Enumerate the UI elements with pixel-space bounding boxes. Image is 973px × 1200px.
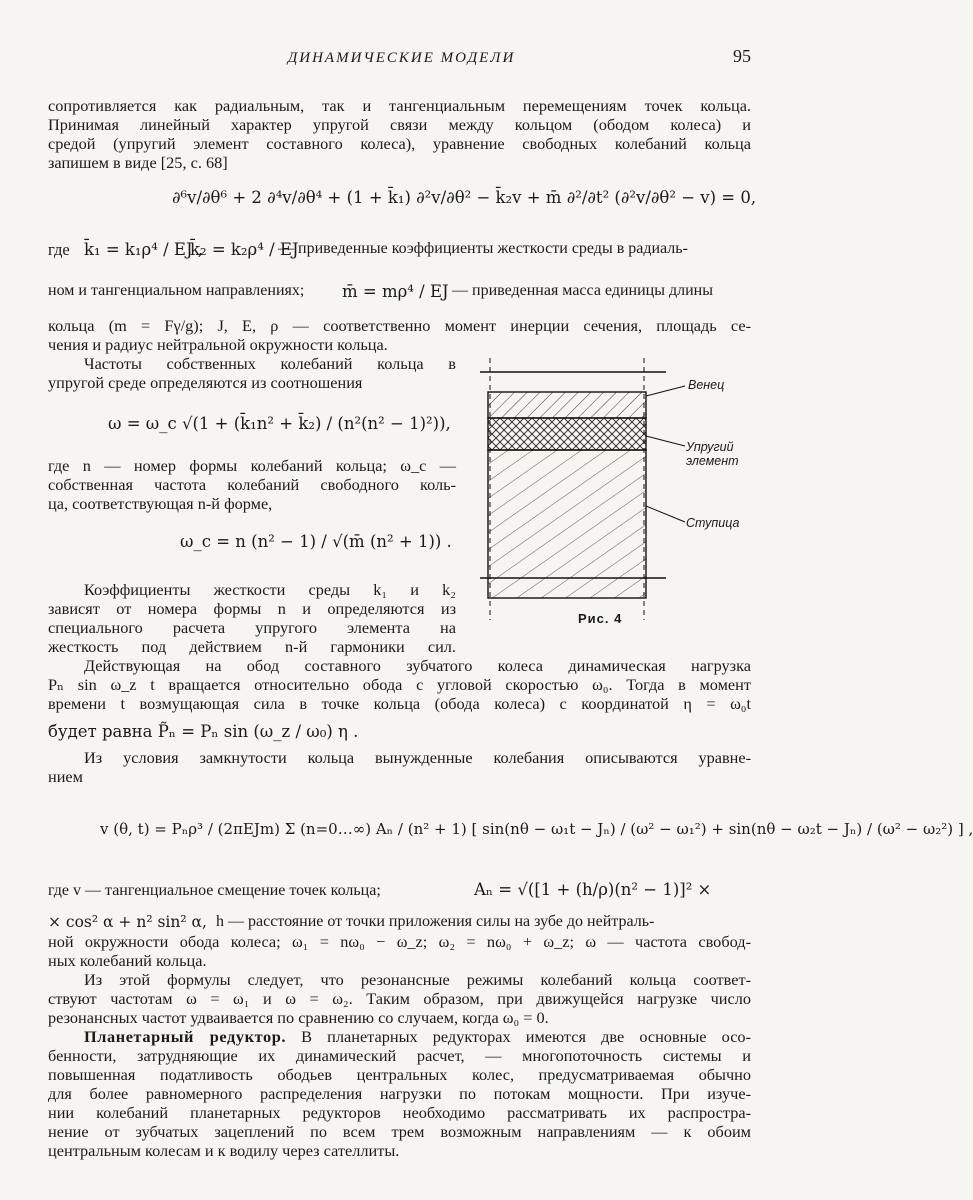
text-line: где n — номер формы колебаний кольца; ω_c — xyxy=(48,456,456,475)
rim-region xyxy=(488,392,646,418)
formula-forced-vibration: v (θ, t) = Pₙρ³ / (2πEJm) Σ (n=0…∞) Aₙ / (n² + 1) [ sin(nθ − ω₁t − Jₙ) / (ω² − ω₁²) + sin(nθ − ω₂t − Jₙ) / (ω² − ω₂²) ] , xyxy=(100,820,973,838)
section-heading: Планетарный редуктор. xyxy=(84,1027,287,1046)
text-line: ных колебаний кольца. xyxy=(48,951,207,970)
text-span: В планетарных редукторах имеются две основные осо- xyxy=(301,1027,751,1046)
text-line: чения и радиус нейтральной окружности кольца. xyxy=(48,335,388,354)
formula-k2: k̄₂ = k₂ρ⁴ / EJ xyxy=(190,240,299,259)
text-line: Pₙ sin ω_z t вращается относительно обода с угловой скоростью ω₀. Тогда в момент xyxy=(48,675,751,694)
text-line: ца, соответствующая n-й форме, xyxy=(48,494,273,513)
leader-line-rim xyxy=(646,386,685,396)
elastic-element-region xyxy=(488,418,646,450)
text-line: зависят от номера формы n и определяются из xyxy=(48,599,456,618)
equation-free-vibration: ∂⁶v/∂θ⁶ + 2 ∂⁴v/∂θ⁴ + (1 + k̄₁) ∂²v/∂θ² − k̄₂v + m̄ ∂²/∂t² (∂²v/∂θ² − v) = 0, xyxy=(172,188,757,207)
text-line: жесткость под действием n-й гармоники сил. xyxy=(48,637,456,656)
leader-line-elastic xyxy=(646,436,685,446)
text-line: кольца (m = Fγ/g); J, E, ρ — соответственно момент инерции сечения, площадь се- xyxy=(48,316,751,335)
text-line: Частоты собственных колебаний кольца в xyxy=(84,354,456,373)
text-line: ной окружности обода колеса; ω₁ = nω₀ − ω_z; ω₂ = nω₀ + ω_z; ω — частота свобод- xyxy=(48,932,751,951)
text-line: специального расчета упругого элемента на xyxy=(48,618,456,637)
hub-region xyxy=(488,450,646,598)
figure-caption: Рис. 4 xyxy=(578,611,623,626)
text-line: повышенная податливость ободьев центральных колес, предусматриваемая обычно xyxy=(48,1065,751,1084)
text-line: нение от зубчатых зацеплений по всем трем возможным направлениям — к обоим xyxy=(48,1122,751,1141)
text-line: Действующая на обод составного зубчатого колеса динамическая нагрузка xyxy=(84,656,751,675)
text-line: запишем в виде [25, с. 68] xyxy=(48,153,228,172)
text-line: Из условия замкнутости кольца вынужденные колебания описываются уравне- xyxy=(84,748,751,767)
formula-omega: ω = ω_c √(1 + (k̄₁n² + k̄₂) / (n²(n² − 1)²)), xyxy=(108,414,451,433)
label-elastic: Упругий xyxy=(686,440,734,454)
text-line: Из этой формулы следует, что резонансные режимы колебаний кольца соответ- xyxy=(84,970,751,989)
text-line: средой (упругий элемент составного колеса), уравнение свободных колебаний кольца xyxy=(48,134,751,153)
tangential-text: где v — тангенциальное смещение точек кольца; xyxy=(48,882,381,899)
text-line: для более равномерного распределения нагрузки по потокам мощности. При изуче- xyxy=(48,1084,751,1103)
formula-load: будет равна P̃ₙ = Pₙ sin (ω_z / ω₀) η . xyxy=(48,722,359,741)
text-line: нием xyxy=(48,767,83,786)
text-line: упругой среде определяются из соотношения xyxy=(48,373,363,392)
formula-An: Aₙ = √([1 + (h/ρ)(n² − 1)]² × xyxy=(474,880,712,899)
text-line: нии колебаний планетарных редукторов необходимо рассматривать их распростра- xyxy=(48,1103,751,1122)
text-line: Принимая линейный характер упругой связи между кольцом (ободом колеса) и xyxy=(48,115,751,134)
formula-mass: m̄ = mρ⁴ / EJ xyxy=(342,282,449,301)
coeff-where: где xyxy=(48,240,70,259)
label-elastic: элемент xyxy=(686,454,739,468)
figure-4-diagram xyxy=(480,350,770,640)
planetary-first-line xyxy=(84,1027,751,1046)
text-line: бенности, затрудняющие их динамический расчет, — многопоточность системы и xyxy=(48,1046,751,1065)
label-hub: Ступица xyxy=(686,516,740,530)
coeff-text: ном и тангенциальном направлениях; xyxy=(48,282,305,299)
text-line: центральным колесам и к водилу через сателлиты. xyxy=(48,1141,400,1160)
text-line: резонансных частот удваивается по сравнению со случаем, когда ω₀ = 0. xyxy=(48,1008,549,1027)
formula-An-cont: × cos² α + n² sin² α, xyxy=(48,913,207,931)
coeff-text: — приведенная масса единицы длины xyxy=(452,282,713,299)
text-line: ствуют частотам ω = ω₁ и ω = ω₂. Таким образом, при движущейся нагрузке число xyxy=(48,989,751,1008)
page-number: 95 xyxy=(733,46,751,66)
running-header: ДИНАМИЧЕСКИЕ МОДЕЛИ xyxy=(287,50,516,66)
text-line: собственная частота колебаний свободного коль- xyxy=(48,475,456,494)
tangential-text: h — расстояние от точки приложения силы на зубе до нейтраль- xyxy=(216,913,655,930)
coeff-text: — приведенные коэффициенты жесткости среды в радиаль- xyxy=(278,240,688,257)
label-rim: Венец xyxy=(688,378,725,392)
leader-line-hub xyxy=(646,506,685,522)
text-line: времени t возмущающая сила в точке кольца (обода колеса) с координатой η = ω₀t xyxy=(48,694,751,713)
text-line: сопротивляется как радиальным, так и тангенциальным перемещениям точек кольца. xyxy=(48,96,751,115)
formula-k1: k̄₁ = k₁ρ⁴ / EJ , xyxy=(84,240,204,259)
formula-omega-c: ω_c = n (n² − 1) / √(m̄ (n² + 1)) . xyxy=(180,532,452,551)
text-line: Коэффициенты жесткости среды k₁ и k₂ xyxy=(84,580,456,599)
